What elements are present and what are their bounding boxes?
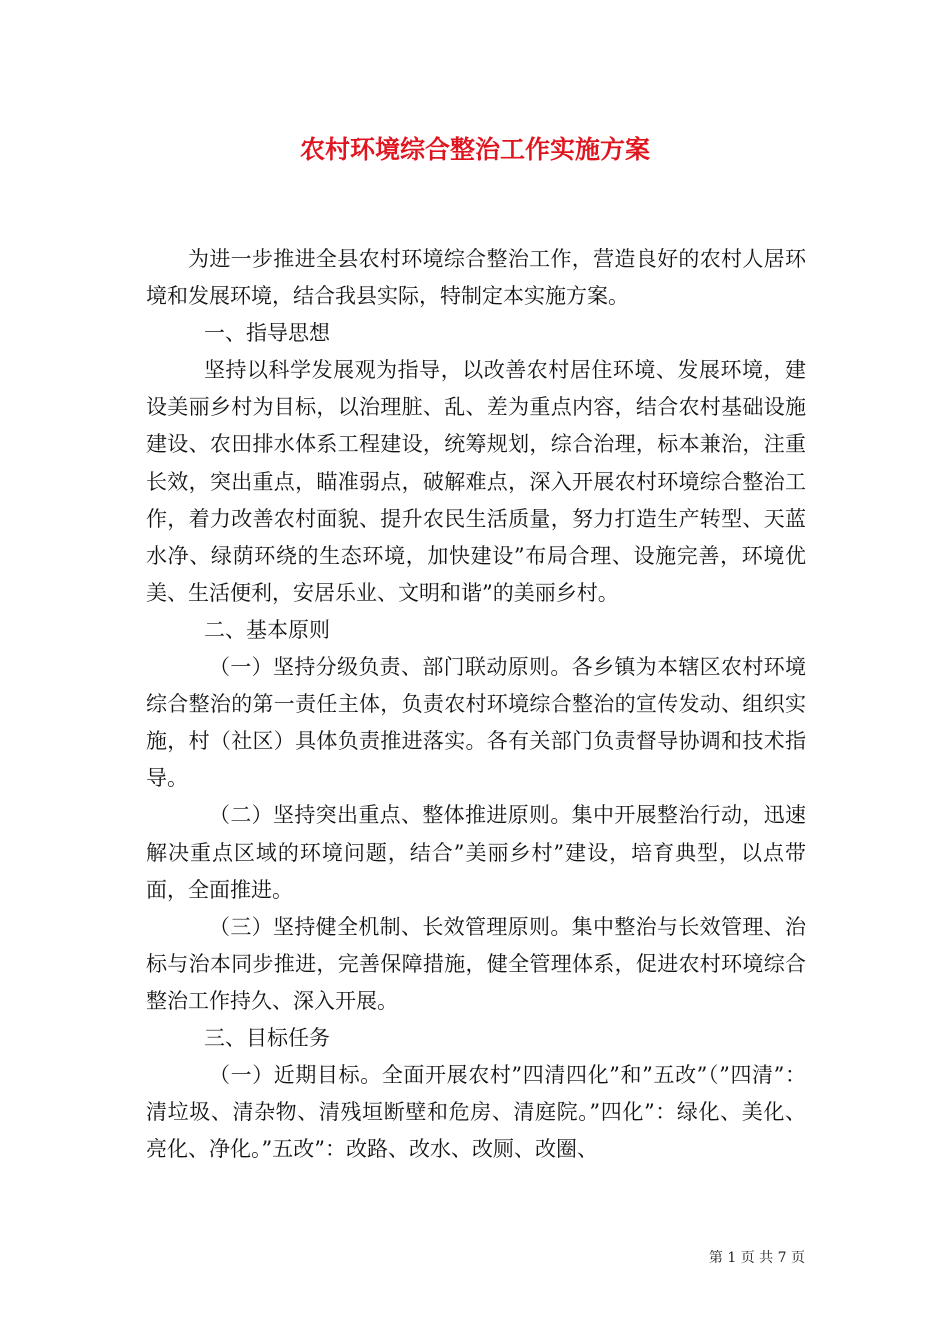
guiding-ideology-paragraph: 坚持以科学发展观为指导，以改善农村居住环境、发展环境，建设美丽乡村为目标，以治理脏、乱、差为重点内容，结合农村基础设施建设、农田排水体系工程建设，统筹规划，综合治理，标本兼治，注重长效，突出重点，瞄准弱点，破解难点，深入开展农村环境综合整治工作，着力改善农村面貌、提升农民生活质量，努力打造生产转型、天蓝水净、绿荫环绕的生态环境，加快建设”布局合理、设施完善，环境优美、生活便利，安居乐业、文明和谐”的美丽乡村。 [146,358,806,605]
principle-1-paragraph: （一）坚持分级负责、部门联动原则。各乡镇为本辖区农村环境综合整治的第一责任主体，负责农村环境综合整治的宣传发动、组织实施，村（社区）具体负责推进落实。各有关部门负责督导协调和技术指导。 [146,655,806,791]
principle-2-paragraph: （二）坚持突出重点、整体推进原则。集中开展整治行动，迅速解决重点区域的环境问题，结合”美丽乡村”建设，培育典型，以点带面，全面推进。 [146,803,806,902]
section-heading-guiding-ideology: 一、指导思想 [204,321,330,346]
goal-near-term-paragraph: （一）近期目标。全面开展农村”四清四化”和”五改”（”四清”：清垃圾、清杂物、清残垣断壁和危房、清庭院。”四化”：绿化、美化、亮化、净化。”五改”：改路、改水、改厕、改圈、 [146,1063,806,1162]
section-heading-goals-tasks: 三、目标任务 [204,1025,330,1050]
page-number-footer: 第 1 页 共 7 页 [708,1250,805,1266]
principle-3-paragraph: （三）坚持健全机制、长效管理原则。集中整治与长效管理、治标与治本同步推进，完善保障措施，健全管理体系，促进农村环境综合整治工作持久、深入开展。 [146,914,806,1013]
intro-paragraph: 为进一步推进全县农村环境综合整治工作，营造良好的农村人居环境和发展环境，结合我县实际，特制定本实施方案。 [146,247,806,309]
document-title: 农村环境综合整治工作实施方案 [299,135,650,164]
section-heading-basic-principles: 二、基本原则 [204,617,330,642]
document-body [146,241,806,1168]
